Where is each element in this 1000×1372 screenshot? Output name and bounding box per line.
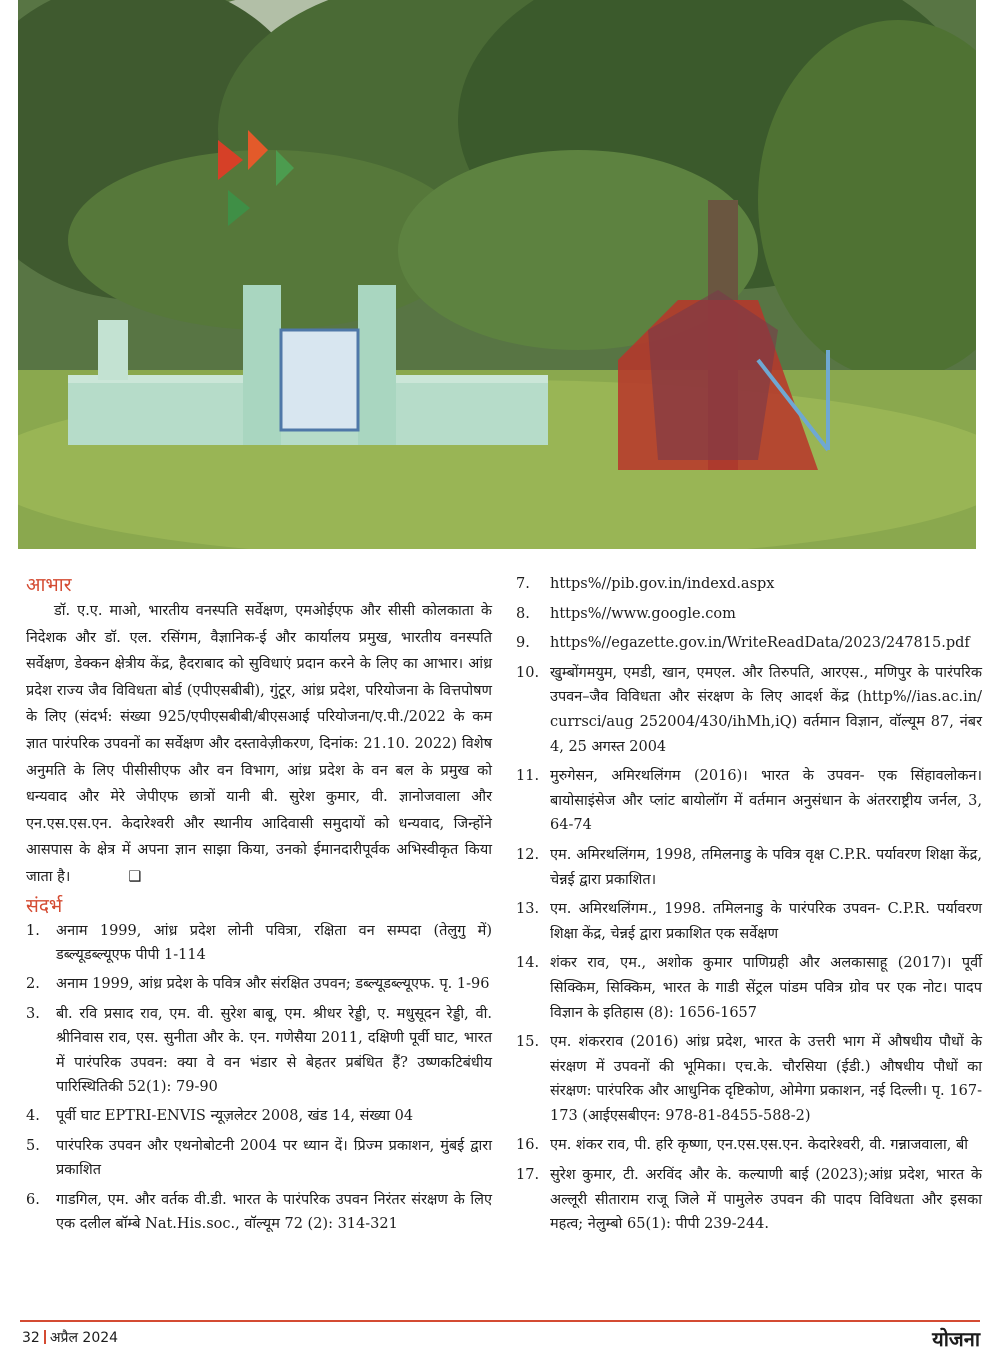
reference-text: https%//pib.gov.in/indexd.aspx [550, 576, 775, 592]
reference-item [26, 972, 492, 996]
reference-number: 9. [516, 635, 530, 652]
reference-number: 14. [516, 955, 540, 972]
reference-item [516, 951, 982, 1025]
reference-text: गाडगिल, एम. और वर्तक वी.डी. भारत के पारंपरिक उपवन निरंतर संरक्षण के लिए एक दलील बॉम्बे Nat.His.soc., वॉल्यूम 72 (2): 314-321 [56, 1191, 492, 1232]
sacred-grove-illustration [18, 0, 976, 549]
reference-number: 3. [26, 1005, 40, 1022]
reference-text: https%//www.google.com [550, 605, 736, 622]
reference-text: शंकर राव, एम., अशोक कुमार पाणिग्रही और अलकासाहू (2017)। पूर्वी सिक्किम, सिक्किम, भारत के गाडी सेंट्रल पांडम पवित्र ग्रोव पर एक नोट। पादप विज्ञान के इतिहास (8): 1656-1657 [550, 955, 982, 1021]
references-list-right [516, 572, 982, 1237]
reference-text: खुम्बोंगमयुम, एमडी, खान, एमएल. और तिरुपति, आरएस., मणिपुर के पारंपरिक उपवन–जैव विविधता और संरक्षण के लिए आदर्श केंद्र (http%//ias.ac.in/ currsci/aug 252004/430/ihMh,iQ) वर्तमान विज्ञान, वॉल्यूम 87, नंबर 4, 25 अगस्त 2004 [550, 664, 982, 755]
reference-text: पूर्वी घाट EPTRI-ENVIS न्यूज़लेटर 2008, खंड 14, संख्या 04 [56, 1108, 414, 1125]
reference-text: एम. अमिरथलिंगम, 1998, तमिलनाडु के पवित्र वृक्ष C.P.R. पर्यावरण शिक्षा केंद्र, चेन्नई द्वारा प्रकाशित। [550, 846, 982, 888]
reference-text: एम. अमिरथलिंगम., 1998. तमिलनाडु के पारंपरिक उपवन- C.P.R. पर्यावरण शिक्षा केंद्र, चेन्नई द्वारा प्रकाशित एक सर्वेक्षण [550, 901, 982, 942]
reference-item [516, 764, 982, 838]
reference-item [26, 1134, 492, 1183]
reference-number: 2. [26, 976, 40, 993]
reference-item [516, 661, 982, 759]
reference-item [516, 572, 982, 597]
reference-item [26, 919, 492, 968]
page-footer [0, 1318, 1000, 1358]
reference-number: 13. [516, 901, 540, 918]
reference-number: 7. [516, 576, 530, 592]
reference-item [516, 1133, 982, 1158]
reference-item [516, 631, 982, 656]
reference-item [26, 1188, 492, 1237]
reference-number: 5. [26, 1137, 40, 1154]
reference-text: अनाम 1999, आंध्र प्रदेश के पवित्र और संरक्षित उपवन; डब्ल्यूडब्ल्यूएफ. पृ. 1-96 [56, 976, 490, 993]
reference-number: 4. [26, 1108, 40, 1125]
reference-number: 12. [516, 846, 540, 863]
reference-number: 1. [26, 922, 40, 939]
references-heading: संदर्भ [26, 894, 63, 917]
reference-number: 15. [516, 1034, 540, 1051]
reference-text: बी. रवि प्रसाद राव, एम. वी. सुरेश बाबू, एम. श्रीधर रेड्डी, ए. मधुसूदन रेड्डी, वी. श्रीनिवास राव, एस. सुनीता और के. एन. गणेसैया 2011, दक्षिणी पूर्वी घाट, भारत में पारंपरिक उपवन: क्या वे वन भंडार से बेहतर प्रबंधित हैं? उष्णकटिबंधीय पारिस्थितिकी 52(1): 79-90 [56, 1005, 492, 1095]
right-column [516, 572, 982, 1242]
footer-rule [20, 1320, 980, 1322]
reference-number: 8. [516, 605, 530, 622]
end-mark-icon: ❑ [128, 868, 142, 885]
reference-text: सुरेश कुमार, टी. अरविंद और के. कल्याणी बाई (2023);आंध्र प्रदेश, भारत के अल्लूरी सीताराम राजू जिले में पामुलेरु उपवन की पादप विविधता और इसका महत्व; नेलुम्बो 65(1): पीपी 239-244. [550, 1167, 982, 1233]
references-list-left [26, 919, 492, 1237]
reference-item [516, 897, 982, 946]
reference-number: 17. [516, 1167, 540, 1184]
page-number: 32 [22, 1330, 40, 1346]
reference-text: पारंपरिक उपवन और एथनोबोटनी 2004 पर ध्यान दें। प्रिज्म प्रकाशन, मुंबई द्वारा प्रकाशित [56, 1137, 492, 1179]
reference-text: एम. शंकर राव, पी. हरि कृष्णा, एन.एस.एस.एन. केदारेश्वरी, वी. गन्नाजवाला, बी [550, 1137, 968, 1154]
magazine-name: योजना [932, 1327, 980, 1351]
reference-number: 16. [516, 1137, 540, 1154]
reference-text: https%//egazette.gov.in/WriteReadData/2023/247815.pdf [550, 635, 970, 652]
reference-text: एम. शंकरराव (2016) आंध्र प्रदेश, भारत के उत्तरी भाग में औषधीय पौधों के संरक्षण में उपवनों की भूमिका। एच.के. चौरसिया (ईडी.) औषधीय पौधों का संरक्षण: पारंपरिक और आधुनिक दृष्टिकोण, ओमेगा प्रकाशन, नई दिल्ली। पृ. 167-173 (आईएसबीएन: 978-81-8455-588-2) [550, 1034, 982, 1124]
reference-text: अनाम 1999, आंध्र प्रदेश लोनी पवित्रा, रक्षिता वन सम्पदा (तेलुगु में) डब्ल्यूडब्ल्यूएफ पीपी 1-114 [56, 922, 492, 963]
footer-separator [44, 1330, 46, 1344]
reference-item [516, 602, 982, 627]
reference-number: 11. [516, 768, 540, 785]
acknowledgement-body: डॉ. ए.ए. माओ, भारतीय वनस्पति सर्वेक्षण, एमओईएफ और सीसी कोलकाता के निदेशक और डॉ. एल. रसिंगम, वैज्ञानिक-ई और कार्यालय प्रमुख, भारतीय वनस्पति सर्वेक्षण, डेक्कन क्षेत्रीय केंद्र, हैदराबाद को सुविधाएं प्रदान करने के लिए का आभार। आंध्र प्रदेश राज्य जैव विविधता बोर्ड (एपीएसबीबी), गुंटूर, आंध्र प्रदेश, परियोजना के वित्तपोषण के लिए (संदर्भ: संख्या 925/एपीएसबीबी/बीएसआई परियोजना/ए.पी./2022 के कम ज्ञात पारंपरिक उपवनों का सर्वेक्षण और दस्तावेज़ीकरण, दिनांक: 21.10. 2022) विशेष अनुमति के लिए पीसीसीएफ और वन विभाग, आंध्र प्रदेश के वन बल के प्रमुख को धन्यवाद और मेरे जेपीएफ छात्रों यानी बी. सुरेश कुमार, वी. ज्ञानोजवाला और एन.एस.एस.एन. केदारेश्वरी और स्थानीय आदिवासी समुदायों को धन्यवाद, जिन्होंने आसपास के क्षेत्र में अपना ज्ञान साझा किया, उनको ईमानदारीपूर्वक अभिस्वीकृत किया जाता है। [26, 603, 492, 885]
reference-item [516, 1030, 982, 1128]
reference-item [516, 1163, 982, 1237]
reference-number: 6. [26, 1191, 40, 1208]
acknowledgement-heading: आभार [26, 574, 72, 596]
footer-page-info [22, 1328, 118, 1347]
acknowledgement-text [26, 598, 492, 891]
issue-date: अप्रैल 2024 [49, 1330, 119, 1346]
reference-number: 10. [516, 664, 540, 681]
reference-item [26, 1104, 492, 1128]
left-column [26, 572, 492, 1241]
sacred-grove-photo [18, 0, 976, 549]
reference-text: मुरुगेसन, अमिरथलिंगम (2016)। भारत के उपवन- एक सिंहावलोकन। बायोसाइंसेज और प्लांट बायोलॉग में वर्तमान अनुसंधान के अंतरराष्ट्रीय जर्नल, 3, 64-74 [550, 768, 982, 834]
reference-item [516, 843, 982, 892]
reference-item [26, 1002, 492, 1100]
